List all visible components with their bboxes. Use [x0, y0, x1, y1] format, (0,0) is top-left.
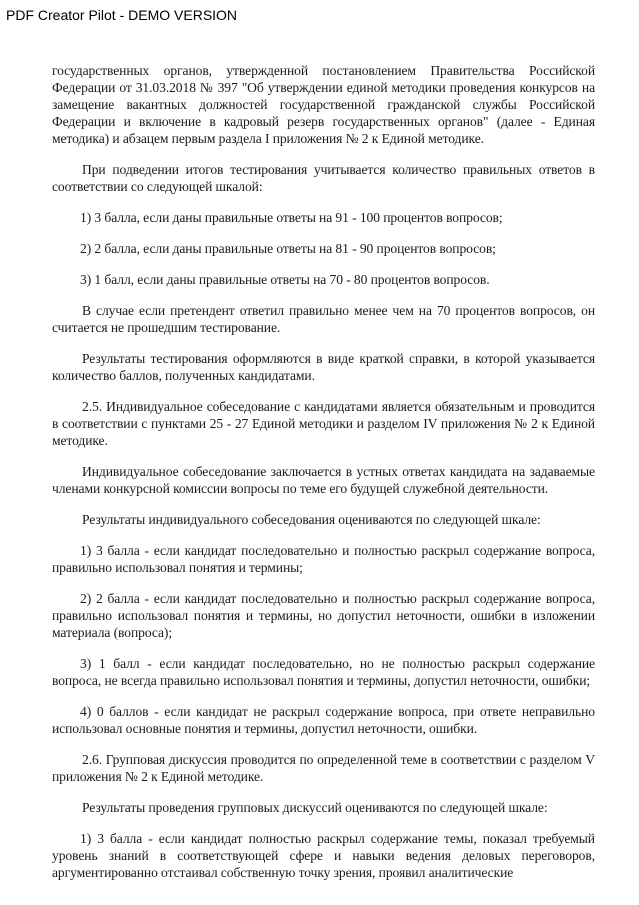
paragraph-interview-description: Индивидуальное собеседование заключается в устных ответах кандидата на задаваемые членами конкурсной комиссии вопросы по теме его будущей служебной деятельности.	[52, 464, 595, 496]
list-item-testing-3-points: 1) 3 балла, если даны правильные ответы на 91 - 100 процентов вопросов;	[80, 210, 503, 225]
list-item-testing-1-point: 3) 1 балл, если даны правильные ответы на 70 - 80 процентов вопросов.	[80, 272, 490, 287]
paragraph-testing-failed: В случае если претендент ответил правильно менее чем на 70 процентов вопросов, он считается не прошедшим тестирование.	[52, 303, 595, 335]
paragraph-discussion-scale-intro: Результаты проведения групповых дискуссий оцениваются по следующей шкале:	[82, 800, 548, 815]
paragraph-section-2-6: 2.6. Групповая дискуссия проводится по определенной теме в соответствии с разделом V приложения № 2 к Единой методике.	[52, 752, 595, 784]
paragraph-testing-scale-intro: При подведении итогов тестирования учитывается количество правильных ответов в соответствии со следующей шкалой:	[52, 162, 595, 194]
paragraph-interview-scale-intro: Результаты индивидуального собеседования оцениваются по следующей шкале:	[82, 512, 541, 527]
list-item-testing-2-points: 2) 2 балла, если даны правильные ответы на 81 - 90 процентов вопросов;	[80, 241, 496, 256]
list-item-interview-1-point: 3) 1 балл - если кандидат последовательно, но не полностью раскрыл содержание вопроса, не всегда правильно использовал понятия и термины, допустил неточности, ошибки;	[52, 656, 595, 688]
list-item-interview-0-points: 4) 0 баллов - если кандидат не раскрыл содержание вопроса, при ответе неправильно использовал основные понятия и термины, допустил неточности, ошибки.	[52, 704, 595, 736]
list-item-interview-2-points: 2) 2 балла - если кандидат последовательно и полностью раскрыл содержание вопроса, правильно использовал понятия и термины, но допустил неточности, ошибки в изложении материала (вопроса);	[52, 591, 595, 640]
list-item-interview-3-points: 1) 3 балла - если кандидат последовательно и полностью раскрыл содержание вопроса, правильно использовал понятия и термины;	[52, 543, 595, 575]
paragraph-testing-results: Результаты тестирования оформляются в виде краткой справки, в которой указывается количество баллов, полученных кандидатами.	[52, 351, 595, 383]
document-page	[52, 62, 595, 895]
paragraph-methodology-reference: государственных органов, утвержденной постановлением Правительства Российской Федерации от 31.03.2018 № 397 "Об утверждении единой методики проведения конкурсов на замещение вакантных должностей государственной гражданской службы Российской Федерации и включение в кадровый резерв государственных органов" (далее - Единая методика) и абзацем первым раздела I приложения № 2 к Единой методике.	[52, 63, 595, 146]
list-item-discussion-3-points: 1) 3 балла - если кандидат полностью раскрыл содержание темы, показал требуемый уровень знаний в соответствующей сфере и навыки ведения деловых переговоров, аргументированно отстаивал собственную точку зрения, проявил аналитические	[52, 831, 595, 880]
paragraph-section-2-5: 2.5. Индивидуальное собеседование с кандидатами является обязательным и проводится в соответствии с пунктами 25 - 27 Единой методики и разделом IV приложения № 2 к Единой методике.	[52, 399, 595, 448]
demo-watermark: PDF Creator Pilot - DEMO VERSION	[6, 7, 238, 23]
